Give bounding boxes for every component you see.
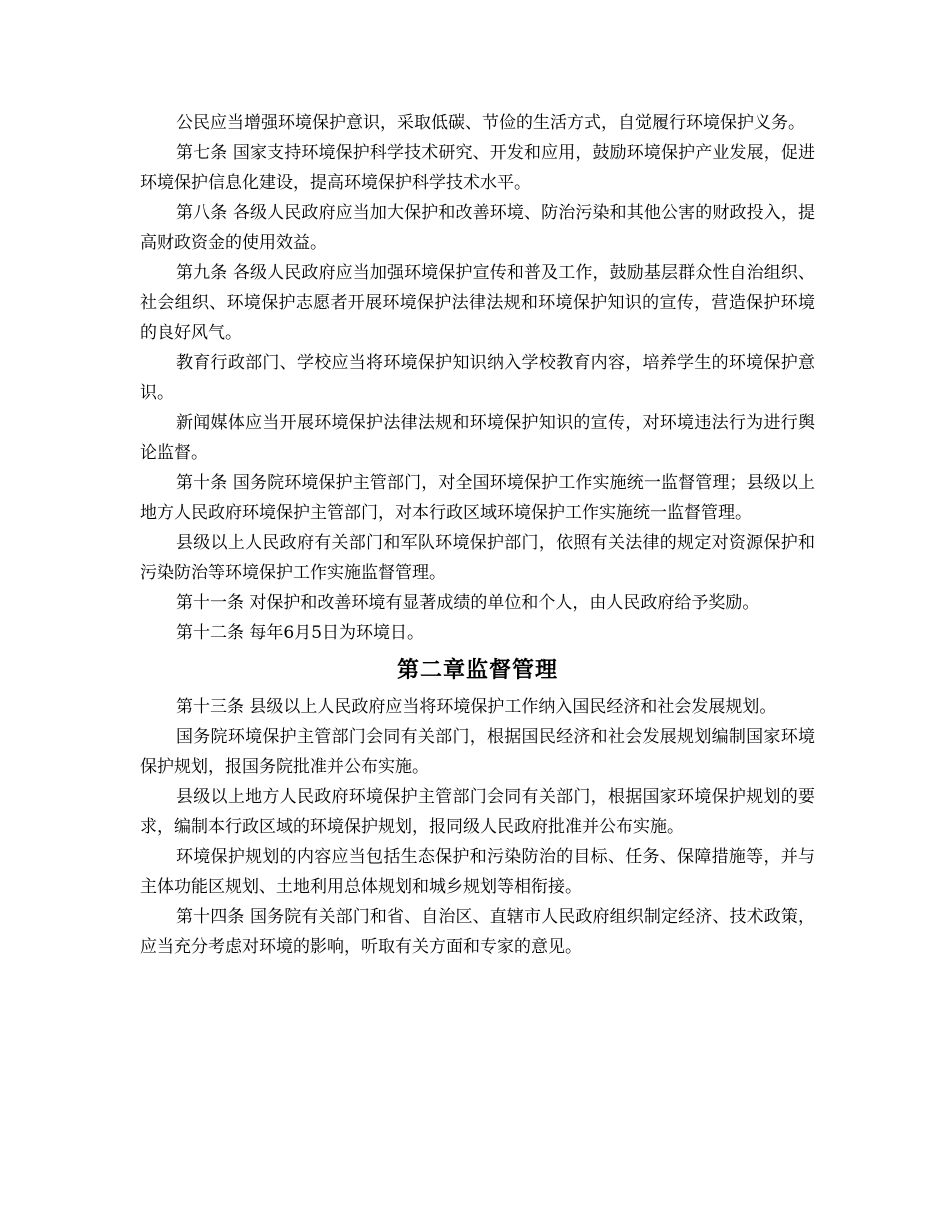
article-8-paragraph: 第八条 各级人民政府应当加大保护和改善环境、防治污染和其他公害的财政投入，提高财政资金的使用效益。 (140, 203, 815, 253)
document-body (140, 108, 815, 962)
article-11-paragraph: 第十一条 对保护和改善环境有显著成绩的单位和个人，由人民政府给予奖励。 (176, 593, 760, 613)
paragraph: 县级以上人民政府有关部门和军队环境保护部门，依照有关法律的规定对资源保护和污染防治等环境保护工作实施监督管理。 (140, 533, 815, 583)
paragraph: 新闻媒体应当开展环境保护法律法规和环境保护知识的宣传，对环境违法行为进行舆论监督。 (140, 413, 815, 463)
paragraph: 环境保护规划的内容应当包括生态保护和污染防治的目标、任务、保障措施等，并与主体功能区规划、土地利用总体规划和城乡规划等相衔接。 (140, 847, 815, 897)
article-7-paragraph: 第七条 国家支持环境保护科学技术研究、开发和应用，鼓励环境保护产业发展，促进环境保护信息化建设，提高环境保护科学技术水平。 (140, 143, 815, 193)
paragraph: 国务院环境保护主管部门会同有关部门，根据国民经济和社会发展规划编制国家环境保护规划，报国务院批准并公布实施。 (140, 727, 815, 777)
article-9-paragraph: 第九条 各级人民政府应当加强环境保护宣传和普及工作，鼓励基层群众性自治组织、社会组织、环境保护志愿者开展环境保护法律法规和环境保护知识的宣传，营造保护环境的良好风气。 (140, 263, 815, 343)
article-12-paragraph: 第十二条 每年6月5日为环境日。 (176, 623, 425, 643)
article-13-paragraph: 第十三条 县级以上人民政府应当将环境保护工作纳入国民经济和社会发展规划。 (176, 697, 777, 717)
paragraph: 县级以上地方人民政府环境保护主管部门会同有关部门，根据国家环境保护规划的要求，编制本行政区域的环境保护规划，报同级人民政府批准并公布实施。 (140, 787, 815, 837)
article-14-paragraph: 第十四条 国务院有关部门和省、自治区、直辖市人民政府组织制定经济、技术政策，应当充分考虑对环境的影响，听取有关方面和专家的意见。 (140, 907, 815, 957)
article-10-paragraph: 第十条 国务院环境保护主管部门，对全国环境保护工作实施统一监督管理；县级以上地方人民政府环境保护主管部门，对本行政区域环境保护工作实施统一监督管理。 (140, 473, 815, 523)
chapter-heading: 第二章监督管理 (396, 658, 558, 683)
paragraph: 公民应当增强环境保护意识，采取低碳、节俭的生活方式，自觉履行环境保护义务。 (176, 113, 805, 133)
paragraph: 教育行政部门、学校应当将环境保护知识纳入学校教育内容，培养学生的环境保护意识。 (140, 353, 815, 403)
